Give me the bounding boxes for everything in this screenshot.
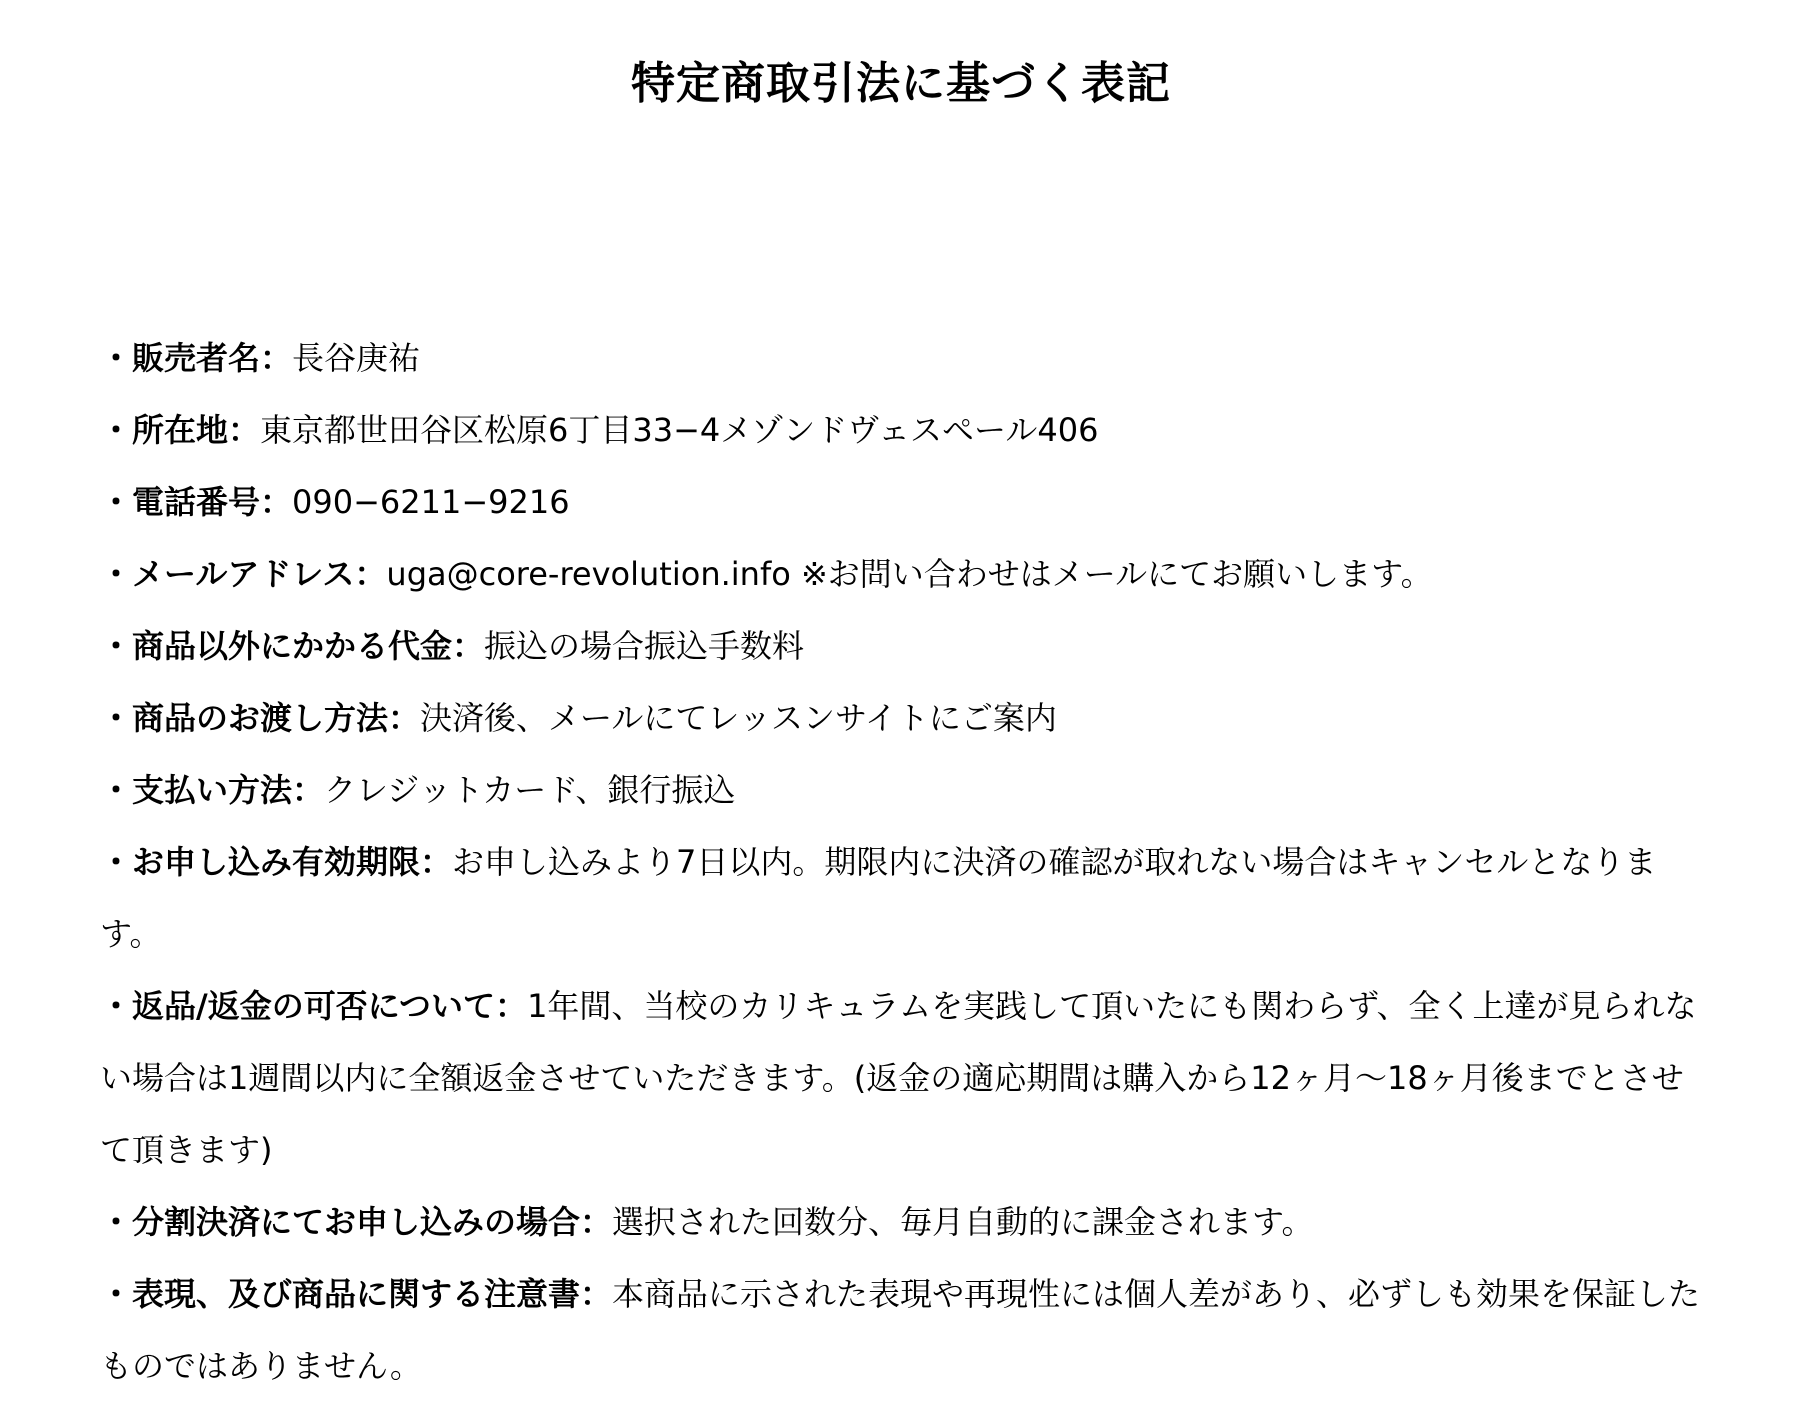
info-label: ・商品以外にかかる代金： xyxy=(100,627,485,665)
info-value: クレジットカード、銀行振込 xyxy=(324,771,736,809)
info-list xyxy=(100,322,1702,1402)
info-item-seller-name xyxy=(100,322,1702,394)
info-label: ・分割決済にてお申し込みの場合： xyxy=(100,1203,613,1241)
info-item-email xyxy=(100,538,1702,610)
info-label: ・所在地： xyxy=(100,411,261,449)
info-value: 本商品に示された表現や再現性には個人差があり、必ずしも効果を保証したものではありません。 xyxy=(100,1275,1701,1385)
info-value: 選択された回数分、毎月自動的に課金されます。 xyxy=(612,1203,1314,1241)
info-label: ・電話番号： xyxy=(100,483,293,521)
info-item-refund-policy xyxy=(100,970,1702,1186)
info-value: 振込の場合振込手数料 xyxy=(484,627,805,665)
info-item-delivery-method xyxy=(100,682,1702,754)
info-item-additional-fees xyxy=(100,610,1702,682)
info-label: ・メールアドレス： xyxy=(100,555,387,593)
info-label: ・返品/返金の可否について： xyxy=(100,987,528,1025)
info-item-application-deadline xyxy=(100,826,1702,970)
info-value: 1年間、当校のカリキュラムを実践して頂いたにも関わらず、全く上達が見られない場合は1週間以内に全額返金させていただきます。(返金の適応期間は購入から12ヶ月〜18ヶ月後までとさせて頂きます) xyxy=(100,987,1697,1169)
info-item-payment-method xyxy=(100,754,1702,826)
info-value: 長谷庚祐 xyxy=(292,339,421,377)
info-value: uga@core-revolution.info ※お問い合わせはメールにてお願いします。 xyxy=(386,555,1433,593)
info-label: ・支払い方法： xyxy=(100,771,325,809)
info-label: ・商品のお渡し方法： xyxy=(100,699,421,737)
info-value: 東京都世田谷区松原6丁目33−4メゾンドヴェスペール406 xyxy=(260,411,1099,449)
info-label: ・販売者名： xyxy=(100,339,293,377)
page-title: 特定商取引法に基づく表記 xyxy=(631,58,1171,109)
info-item-phone xyxy=(100,466,1702,538)
info-value: 090−6211−9216 xyxy=(292,483,570,521)
info-value: お申し込みより7日以内。期限内に決済の確認が取れない場合はキャンセルとなります。 xyxy=(100,843,1657,953)
info-label: ・表現、及び商品に関する注意書： xyxy=(100,1275,613,1313)
info-label: ・お申し込み有効期限： xyxy=(100,843,453,881)
info-item-installment-payment xyxy=(100,1186,1702,1258)
info-value: 決済後、メールにてレッスンサイトにご案内 xyxy=(420,699,1057,737)
info-item-disclaimer xyxy=(100,1258,1702,1402)
info-item-address xyxy=(100,394,1702,466)
